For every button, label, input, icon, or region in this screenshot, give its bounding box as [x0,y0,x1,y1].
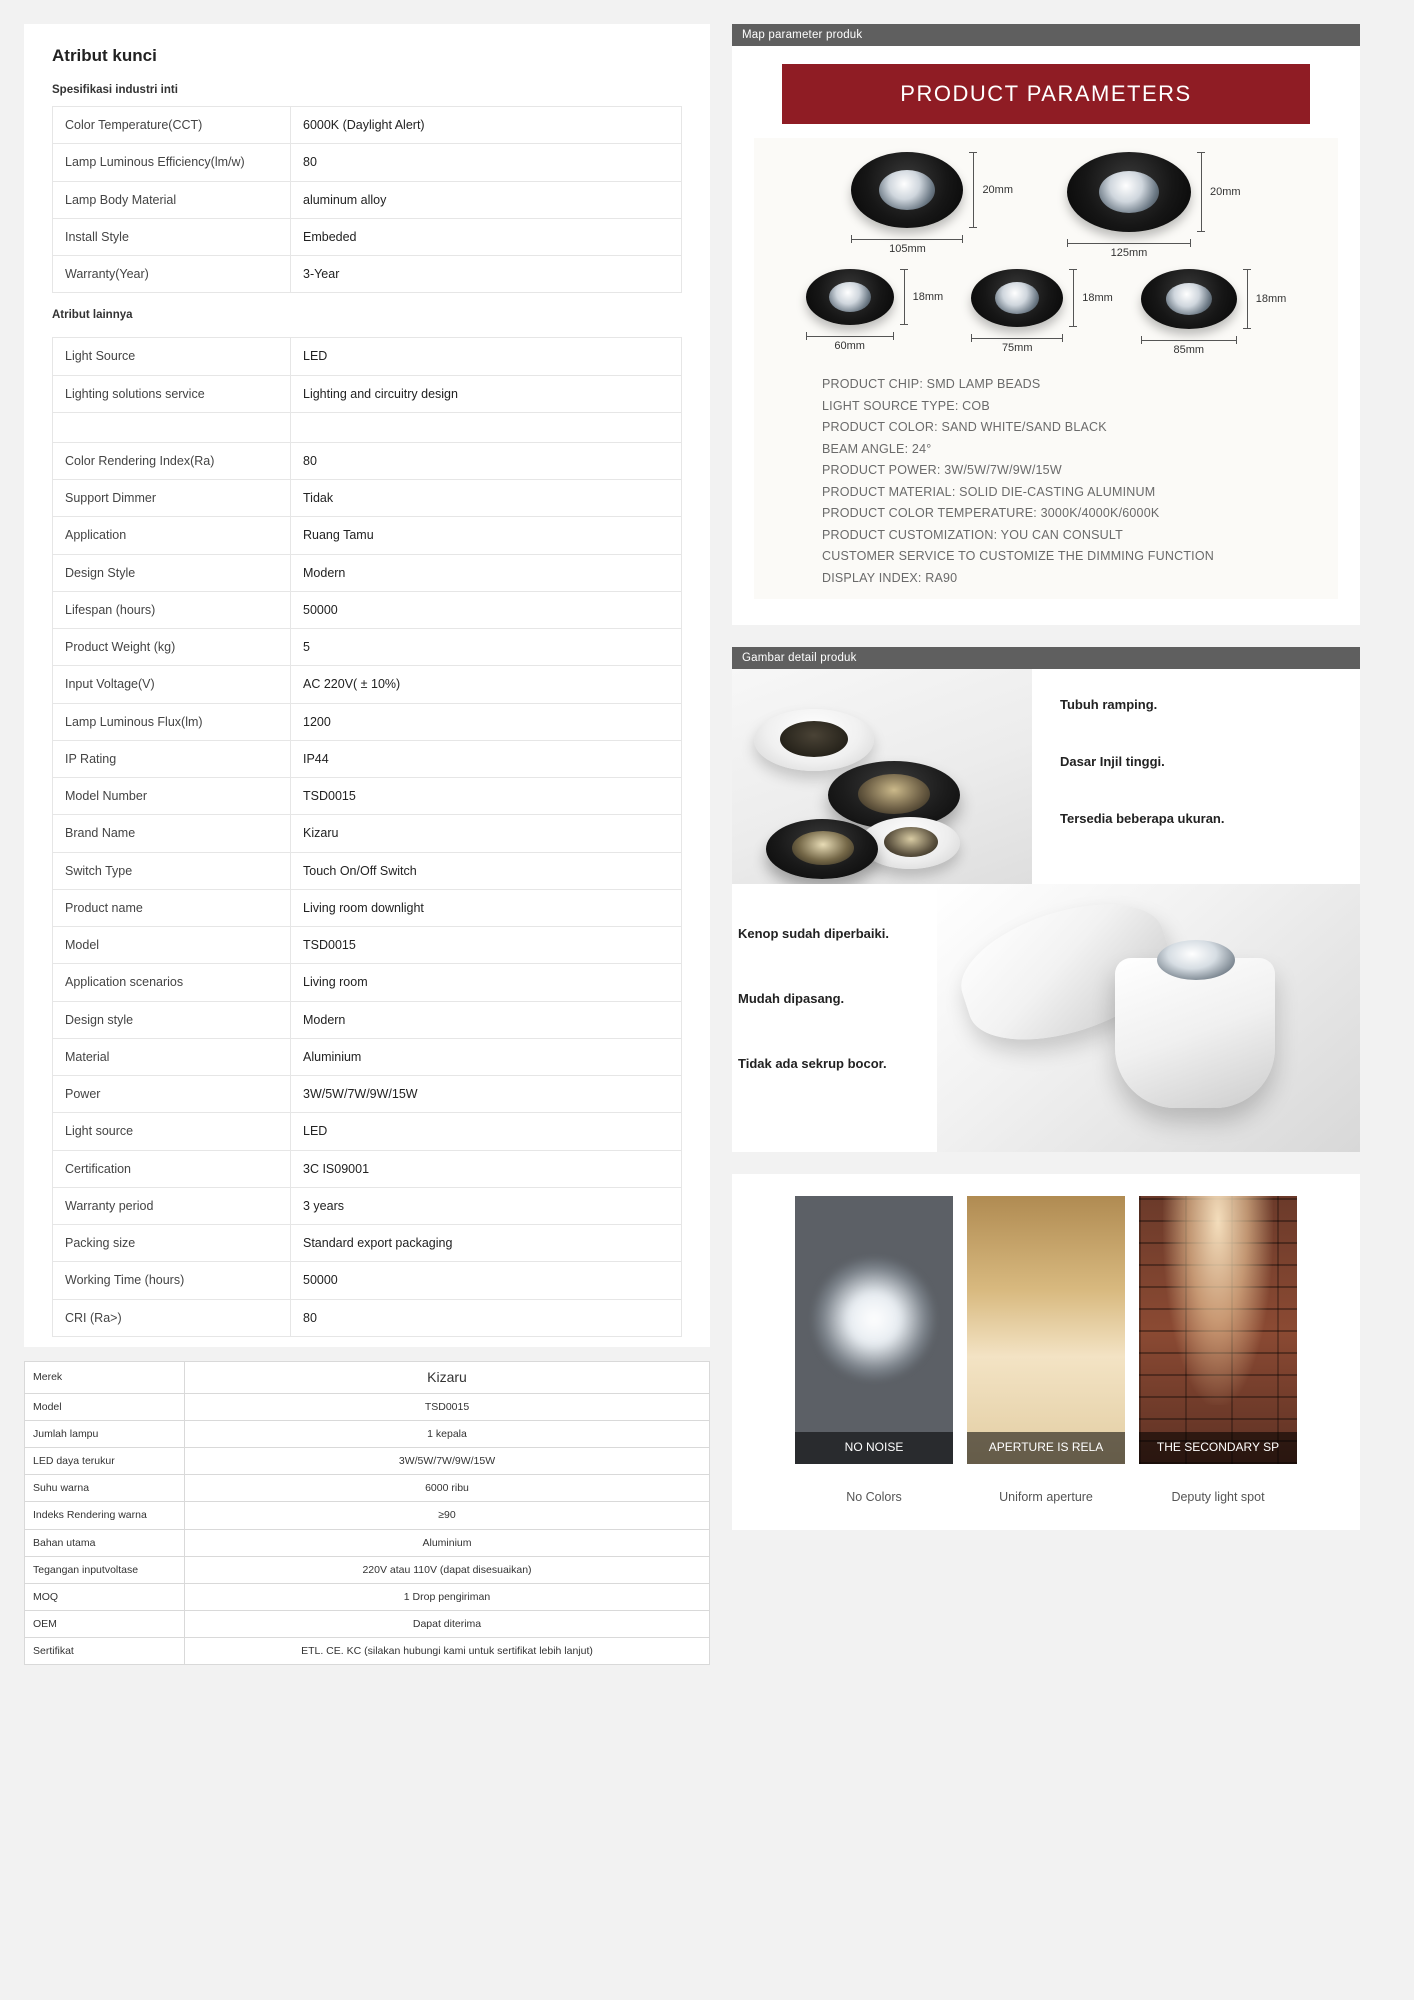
parameter-line: PRODUCT MATERIAL: SOLID DIE-CASTING ALUMINUM [822,484,1156,499]
table-row [53,964,682,1001]
table-row [25,1361,710,1393]
spec-value: Kizaru [291,815,682,852]
table-row [53,218,682,255]
parameter-line: PRODUCT CUSTOMIZATION: YOU CAN CONSULT [822,527,1123,542]
spec-key: Product Weight (kg) [53,629,291,666]
spec-value: Standard export packaging [291,1225,682,1262]
spec-key: Lamp Luminous Efficiency(lm/w) [53,144,291,181]
other-specs-table [52,337,682,1337]
summary-value: Kizaru [185,1361,710,1393]
summary-value: Aluminium [185,1529,710,1556]
summary-key: Sertifikat [25,1638,185,1665]
table-row [25,1393,710,1420]
dimension-label: 75mm [1001,342,1033,354]
dimension-row-small [764,269,1328,356]
lamp-icon [1141,269,1237,329]
spec-key: Power [53,1076,291,1113]
table-row [53,1225,682,1262]
lamp-figure [1067,152,1241,259]
spec-value: 50000 [291,1262,682,1299]
summary-value: 3W/5W/7W/9W/15W [185,1447,710,1474]
summary-value: ETL. CE. KC (silakan hubungi kami untuk sertifikat lebih lanjut) [185,1638,710,1665]
spot-caption: Deputy light spot [1171,1490,1265,1504]
lamp-figure [1141,269,1287,356]
summary-value: TSD0015 [185,1393,710,1420]
spec-value: Modern [291,554,682,591]
spot-overlay-label: THE SECONDARY SP [1139,1432,1297,1464]
spec-value: Touch On/Off Switch [291,852,682,889]
spec-value: 50000 [291,591,682,628]
spec-key: Warranty period [53,1187,291,1224]
height-dimension [1197,152,1241,232]
spot-item [795,1196,953,1504]
table-row [53,629,682,666]
table-row [53,778,682,815]
product-photo-assembly [937,884,1360,1152]
summary-value: 1 Drop pengiriman [185,1583,710,1610]
spec-key: Install Style [53,218,291,255]
summary-key: MOQ [25,1583,185,1610]
table-row [53,852,682,889]
table-row [53,107,682,144]
dimension-label: 85mm [1173,344,1205,356]
width-dimension [1067,239,1191,259]
table-row [53,181,682,218]
spec-value: 80 [291,144,682,181]
parameter-line: PRODUCT COLOR TEMPERATURE: 3000K/4000K/6000K [822,506,1160,520]
dimension-label: 20mm [982,184,1013,196]
detail-highlights-bottom [732,884,937,1152]
spec-value: Living room downlight [291,889,682,926]
height-dimension [1243,269,1287,329]
table-row [25,1611,710,1638]
table-row [53,1038,682,1075]
highlight-text: Dasar Injil tinggi. [1060,754,1165,769]
table-row [53,1076,682,1113]
dimension-label: 18mm [1082,292,1113,304]
width-dimension [1141,336,1237,356]
highlight-text: Tidak ada sekrup bocor. [738,1056,887,1071]
product-detail-panel [732,647,1360,1152]
spec-key: Material [53,1038,291,1075]
lens-icon [1157,940,1235,980]
spec-key: Certification [53,1150,291,1187]
spec-key: Design Style [53,554,291,591]
table-row [53,338,682,375]
spec-key: Working Time (hours) [53,1262,291,1299]
product-parameters-panel [732,24,1360,625]
spot-image-no-noise [795,1196,953,1464]
table-row [53,740,682,777]
core-specs-table [52,106,682,293]
spot-image-aperture [967,1196,1125,1464]
spec-key: Warranty(Year) [53,256,291,293]
spec-key: Color Rendering Index(Ra) [53,442,291,479]
dimension-label: 20mm [1210,186,1241,198]
parameters-banner: PRODUCT PARAMETERS [782,64,1310,124]
spec-value: LED [291,338,682,375]
table-row [53,703,682,740]
table-row [53,927,682,964]
spec-key: Model [53,927,291,964]
summary-value: ≥90 [185,1502,710,1529]
summary-key: OEM [25,1611,185,1638]
spec-key: Brand Name [53,815,291,852]
table-row [53,554,682,591]
light-spot-panel [732,1174,1360,1530]
summary-value: 220V atau 110V (dapat disesuaikan) [185,1556,710,1583]
product-photo-group [732,669,1032,884]
table-row [53,889,682,926]
lamp-figure [971,269,1113,356]
table-row [53,1187,682,1224]
spec-key: Lamp Luminous Flux(lm) [53,703,291,740]
page-title: Atribut kunci [52,46,157,65]
lamp-housing [1115,958,1275,1108]
dimension-row-large [764,152,1328,259]
spec-value: 3C IS09001 [291,1150,682,1187]
summary-key: LED daya terukur [25,1447,185,1474]
spec-key-empty [53,412,291,442]
spec-key: Lifespan (hours) [53,591,291,628]
spec-value-empty [291,412,682,442]
summary-key: Suhu warna [25,1475,185,1502]
other-attributes-heading: Atribut lainnya [52,309,133,322]
spec-value: 3 years [291,1187,682,1224]
spec-key: Switch Type [53,852,291,889]
summary-key: Model [25,1393,185,1420]
panel-header-parameters: Map parameter produk [732,24,1360,46]
lamp-icon [806,269,894,325]
table-row [53,1299,682,1336]
spec-value: aluminum alloy [291,181,682,218]
parameter-line: PRODUCT COLOR: SAND WHITE/SAND BLACK [822,420,1107,434]
spot-caption: Uniform aperture [999,1490,1093,1504]
table-row [53,442,682,479]
spec-key: IP Rating [53,740,291,777]
key-attributes-card [24,24,710,1347]
spec-value: Lighting and circuitry design [291,375,682,412]
lamp-figure [851,152,1013,259]
spec-value: Modern [291,1001,682,1038]
spec-value: Aluminium [291,1038,682,1075]
attributes-column [24,24,710,1665]
table-row [53,1113,682,1150]
parameter-line: DISPLAY INDEX: RA90 [822,570,958,585]
table-row [25,1475,710,1502]
summary-value: Dapat diterima [185,1611,710,1638]
spec-key: Input Voltage(V) [53,666,291,703]
spec-value: Tidak [291,480,682,517]
dimension-label: 125mm [1110,247,1148,259]
width-dimension [851,235,963,255]
parameter-line: CUSTOMER SERVICE TO CUSTOMIZE THE DIMMING FUNCTION [822,549,1214,563]
spec-key: CRI (Ra>) [53,1299,291,1336]
parameter-line: PRODUCT POWER: 3W/5W/7W/9W/15W [822,463,1062,477]
parameter-line: LIGHT SOURCE TYPE: COB [822,398,990,413]
highlight-text: Tubuh ramping. [1060,697,1158,712]
table-row [53,480,682,517]
spec-value: Ruang Tamu [291,517,682,554]
detail-highlights-top [1032,669,1360,884]
spec-value: IP44 [291,740,682,777]
panel-header-detail: Gambar detail produk [732,647,1360,669]
puck-light-white [754,709,874,771]
spec-value: 6000K (Daylight Alert) [291,107,682,144]
spec-value: AC 220V( ± 10%) [291,666,682,703]
table-row [53,815,682,852]
spec-key: Design style [53,1001,291,1038]
dimension-label: 105mm [889,243,926,255]
table-row [53,256,682,293]
highlight-text: Kenop sudah diperbaiki. [738,926,889,941]
lamp-icon [971,269,1063,327]
lamp-icon [1067,152,1191,232]
summary-key: Indeks Rendering warna [25,1502,185,1529]
table-row [25,1638,710,1665]
spec-value: 3W/5W/7W/9W/15W [291,1076,682,1113]
table-row [25,1583,710,1610]
dimension-label: 18mm [912,291,944,303]
table-row [25,1502,710,1529]
parameters-list [822,374,1328,589]
table-row [53,375,682,412]
spec-key: Color Temperature(CCT) [53,107,291,144]
summary-table [24,1361,710,1666]
table-row [53,591,682,628]
core-specs-heading: Spesifikasi industri inti [52,84,178,96]
spec-value: 80 [291,1299,682,1336]
highlight-text: Mudah dipasang. [738,991,845,1006]
spot-overlay-label: APERTURE IS RELA [967,1432,1125,1464]
table-row [53,1001,682,1038]
summary-key: Tegangan inputvoltase [25,1556,185,1583]
table-row [25,1556,710,1583]
dimension-diagram [754,138,1338,599]
height-dimension [969,152,1013,228]
spec-value: 80 [291,442,682,479]
spec-key: Lamp Body Material [53,181,291,218]
puck-light-black-2 [766,819,878,879]
dimension-label: 60mm [834,340,865,352]
spec-value: TSD0015 [291,778,682,815]
spot-item [967,1196,1125,1504]
lamp-figure [806,269,944,356]
media-column [732,24,1360,1552]
spec-value: Embeded [291,218,682,255]
spec-key: Application [53,517,291,554]
spec-key: Lighting solutions service [53,375,291,412]
spec-key: Support Dimmer [53,480,291,517]
table-row [53,1262,682,1299]
height-dimension [900,269,944,325]
spec-key: Light Source [53,338,291,375]
table-row [53,517,682,554]
spot-item [1139,1196,1297,1504]
parameter-line: BEAM ANGLE: 24° [822,441,932,456]
width-dimension [971,334,1063,354]
dimension-label: 18mm [1255,293,1287,305]
summary-key: Jumlah lampu [25,1420,185,1447]
summary-key: Merek [25,1361,185,1393]
summary-value: 6000 ribu [185,1475,710,1502]
summary-table-card [24,1361,710,1666]
highlight-text: Tersedia beberapa ukuran. [1060,811,1225,826]
spot-caption: No Colors [846,1490,902,1504]
spot-overlay-label: NO NOISE [795,1432,953,1464]
spec-key: Model Number [53,778,291,815]
lamp-icon [851,152,963,228]
table-row [25,1529,710,1556]
spec-key: Packing size [53,1225,291,1262]
spec-value: TSD0015 [291,927,682,964]
spot-image-secondary [1139,1196,1297,1464]
spec-key: Product name [53,889,291,926]
spec-key: Light source [53,1113,291,1150]
beam-cone [1163,1196,1273,1405]
table-row-empty [53,412,682,442]
spec-key: Application scenarios [53,964,291,1001]
table-row [25,1420,710,1447]
summary-value: 1 kepala [185,1420,710,1447]
spec-value: Living room [291,964,682,1001]
spec-value: 3-Year [291,256,682,293]
spec-value: LED [291,1113,682,1150]
table-row [53,144,682,181]
spec-value: 1200 [291,703,682,740]
glow-effect [814,1259,934,1379]
parameter-line: PRODUCT CHIP: SMD LAMP BEADS [822,377,1041,391]
height-dimension [1069,269,1113,327]
spec-value: 5 [291,629,682,666]
summary-key: Bahan utama [25,1529,185,1556]
table-row [53,1150,682,1187]
width-dimension [806,332,894,352]
table-row [53,666,682,703]
table-row [25,1447,710,1474]
